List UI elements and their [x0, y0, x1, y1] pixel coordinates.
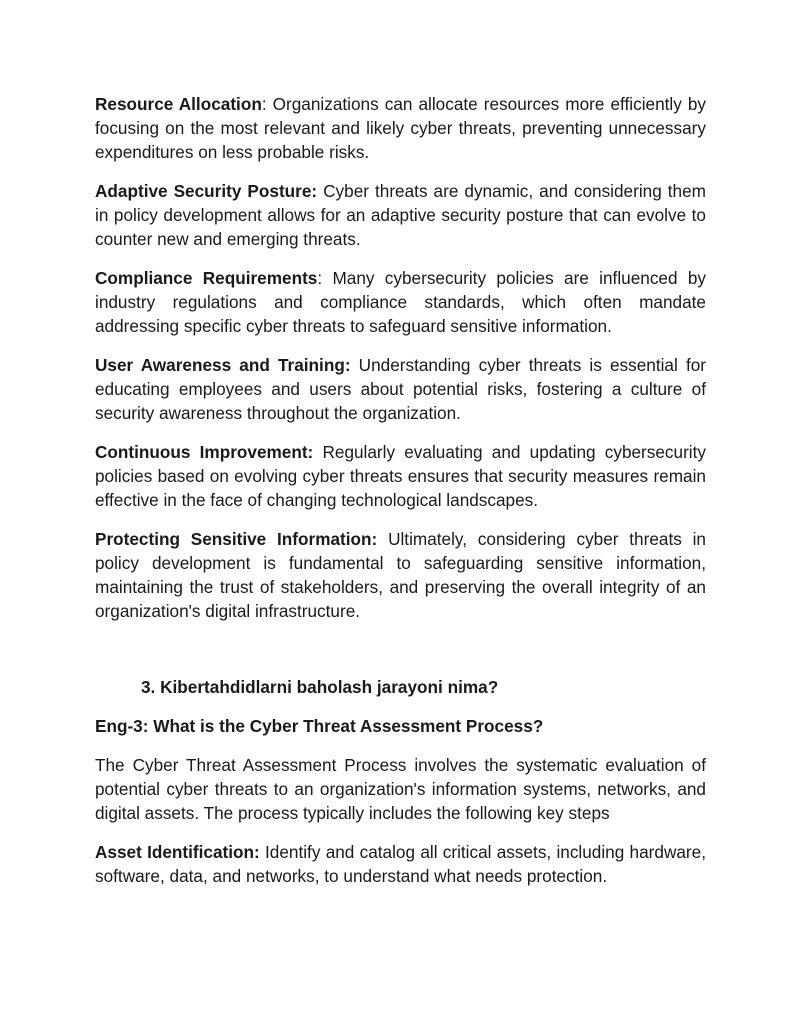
paragraph-text: Understanding cyber threats is essential for educating employees and users about potential risks, fostering a culture of security awareness throughout the organization. [95, 355, 706, 423]
paragraph-asset-identification [95, 840, 706, 888]
term-label: Asset Identification: [95, 842, 260, 862]
term-label: User Awareness and Training: [95, 355, 351, 375]
paragraph-text: Regularly evaluating and updating cybersecurity policies based on evolving cyber threats ensures that security measures remain effective in the face of changing technological landscapes. [95, 442, 706, 510]
document-body [95, 92, 706, 903]
paragraph-text: Identify and catalog all critical assets, including hardware, software, data, and networks, to understand what needs protection. [95, 842, 706, 886]
term-label: Adaptive Security Posture: [95, 181, 318, 201]
paragraph-text: : Many cybersecurity policies are influenced by industry regulations and compliance standards, which often mandate addressing specific cyber threats to safeguard sensitive information. [95, 268, 707, 336]
paragraph-compliance-requirements [95, 266, 706, 338]
section-heading-uzbek: 3. Kibertahdidlarni baholash jarayoni nima? [141, 677, 499, 697]
paragraph-intro: The Cyber Threat Assessment Process involves the systematic evaluation of potential cyber threats to an organization's information systems, networks, and digital assets. The process typically includes the following key steps [95, 755, 706, 823]
paragraph-text: Ultimately, considering cyber threats in policy development is fundamental to safeguarding sensitive information, maintaining the trust of stakeholders, and preserving the overall integrity of an organization's digital infrastructure. [95, 529, 706, 621]
paragraph-continuous-improvement [95, 440, 706, 512]
paragraph-resource-allocation [95, 92, 706, 164]
paragraph-user-awareness-training [95, 353, 706, 425]
term-label: Continuous Improvement: [95, 442, 314, 462]
term-label: Compliance Requirements [95, 268, 318, 288]
paragraph-protecting-sensitive-information [95, 527, 706, 623]
term-label: Protecting Sensitive Information: [95, 529, 378, 549]
paragraph-text: : Organizations can allocate resources more efficiently by focusing on the most relevant and likely cyber threats, preventing unnecessary expenditures on less probable risks. [95, 94, 707, 162]
paragraph-text: Cyber threats are dynamic, and considering them in policy development allows for an adaptive security posture that can evolve to counter new and emerging threats. [95, 181, 706, 249]
paragraph-adaptive-security-posture [95, 179, 706, 251]
section-heading-english: Eng-3: What is the Cyber Threat Assessment Process? [95, 716, 544, 736]
term-label: Resource Allocation [95, 94, 262, 114]
